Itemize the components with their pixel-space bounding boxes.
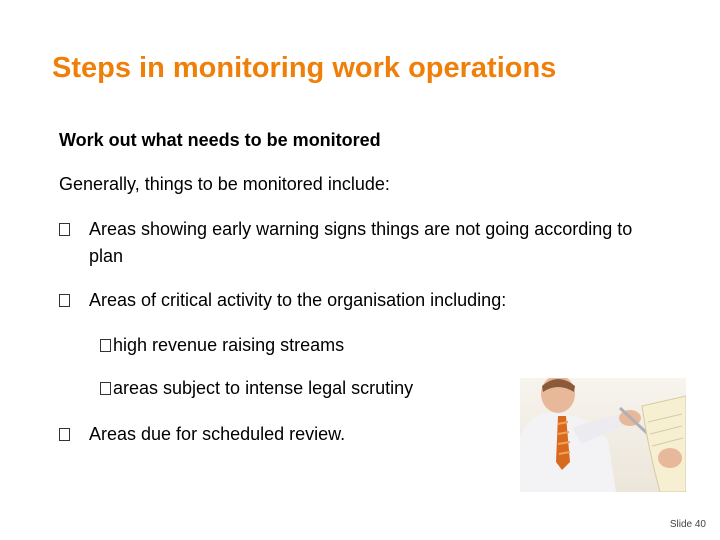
bullet-text: Areas due for scheduled review.	[89, 424, 346, 444]
square-bullet-icon	[59, 294, 70, 307]
square-bullet-icon	[59, 428, 70, 441]
bullet-text: Areas showing early warning signs things are not going according to plan	[89, 219, 633, 266]
intro-text: Generally, things to be monitored include:	[59, 174, 390, 194]
sub-bullet-text: high revenue raising streams	[113, 335, 345, 355]
bullet-text: Areas of critical activity to the organisation including:	[89, 290, 507, 310]
square-bullet-icon	[100, 382, 111, 395]
sub-bullet-text: areas subject to intense legal scrutiny	[113, 378, 414, 398]
slide-title: Steps in monitoring work operations	[52, 52, 557, 84]
sub-bullet-item	[100, 333, 344, 357]
square-bullet-icon	[59, 223, 70, 236]
subheading: Work out what needs to be monitored	[59, 130, 381, 150]
businessman-writing-photo	[520, 378, 686, 492]
photo-illustration	[520, 378, 686, 492]
slide-number: Slide 40	[669, 519, 706, 530]
sub-bullet-item	[100, 376, 413, 400]
square-bullet-icon	[100, 339, 111, 352]
